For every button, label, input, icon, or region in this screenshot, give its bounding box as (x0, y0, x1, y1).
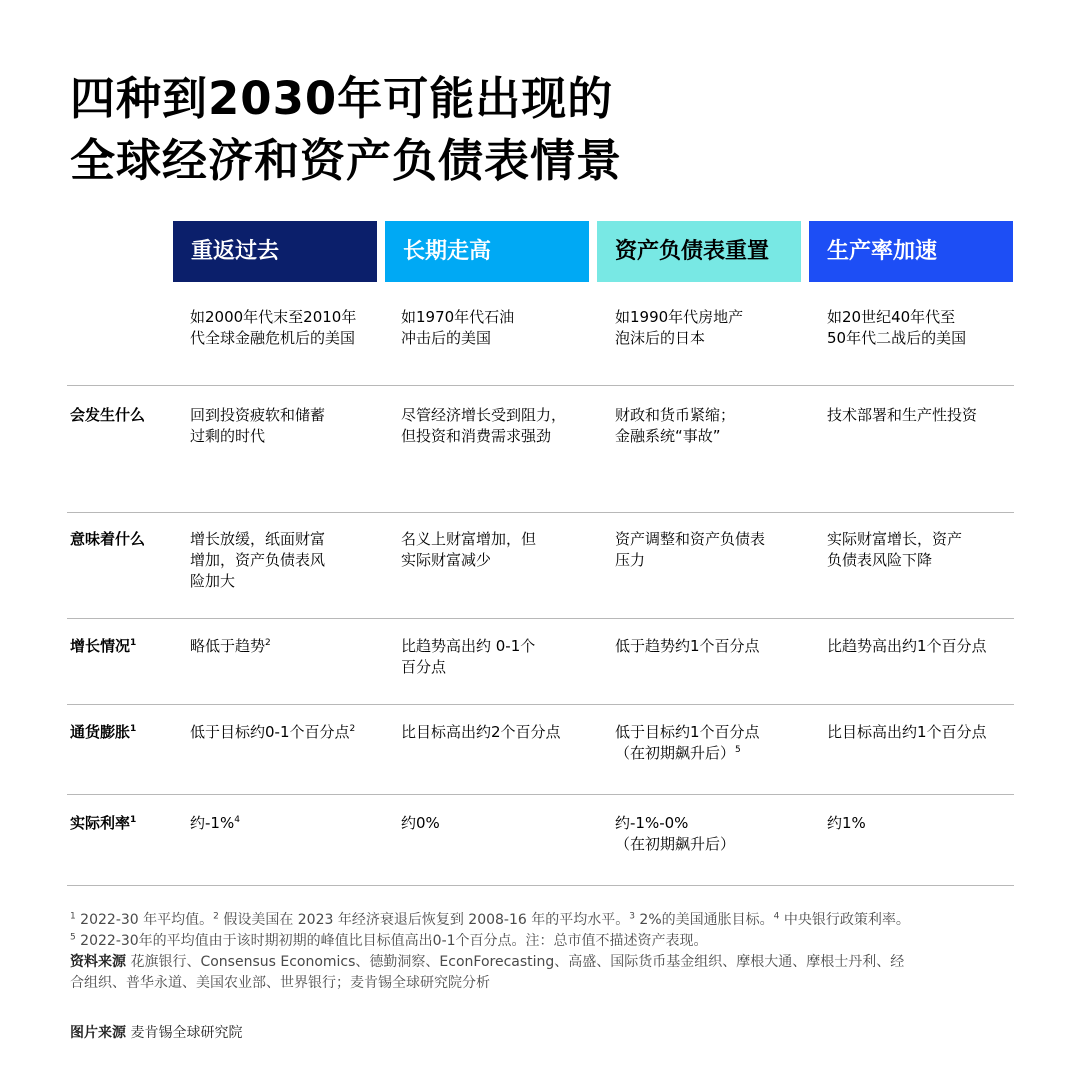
header-label: 重返过去 (191, 239, 280, 264)
row-divider (67, 385, 1014, 386)
header-label: 资产负债表重置 (615, 239, 770, 264)
image-credit: 图片来源 麦肯锡全球研究院 (70, 1025, 243, 1041)
means-cell-1: 增长放缓，纸面财富 增加，资产负债表风 险加大 (190, 530, 326, 590)
rate-cell-4: 约1% (827, 814, 866, 832)
source-line-2: 合组织、普华永道、美国农业部、世界银行；麦肯锡全球研究院分析 (70, 975, 490, 991)
header-higher-for-longer (385, 221, 589, 282)
row-label-inflation: 通货膨胀$^1$ (70, 723, 137, 741)
happens-cell-4: 技术部署和生产性投资 (827, 406, 978, 424)
footnote-line-2: $^5$ 2022-30年的平均值由于该时期初期的峰值比目标值高出0-1个百分点。注：总市值不描述资产表现。 (70, 932, 708, 949)
footnotes (70, 910, 1010, 994)
means-cell-2: 名义上财富增加，但 实际财富减少 (401, 530, 537, 569)
happens-cell-1: 回到投资疲软和储蓄 过剩的时代 (190, 406, 326, 445)
rate-cell-1: 约-1%$^4$ (190, 814, 240, 832)
row-divider (67, 704, 1014, 705)
row-label-what-happens: 会发生什么 (70, 406, 146, 424)
inflation-cell-1: 低于目标约0-1个百分点$^2$ (190, 723, 356, 741)
row-label-growth: 增长情况$^1$ (70, 637, 137, 655)
inflation-cell-2: 比目标高出约2个百分点 (401, 723, 561, 741)
source-line-1: 资料来源 花旗银行、Consensus Economics、德勤洞察、EconForecasting、高盛、国际货币基金组织、摩根大通、摩根士丹利、经 (70, 954, 905, 970)
rate-cell-2: 约0% (401, 814, 440, 832)
page-title (70, 68, 622, 192)
inflation-cell-3: 低于目标约1个百分点 （在初期飙升后）$^5$ (615, 723, 760, 762)
footnote-line-1: $^1$ 2022-30 年平均值。$^2$ 假设美国在 2023 年经济衰退后恢复到 2008-16 年的平均水平。$^3$ 2%的美国通胀目标。$^4$ 中央银行政策利率。 (70, 911, 910, 928)
header-productivity-acceleration (809, 221, 1013, 282)
growth-cell-2: 比趋势高出约 0-1个 百分点 (401, 637, 536, 676)
rate-cell-3: 约-1%-0% （在初期飙升后） (615, 814, 736, 853)
row-divider (67, 618, 1014, 619)
row-label-what-it-means: 意味着什么 (70, 530, 146, 548)
happens-cell-3: 财政和货币紧缩； 金融系统“事故” (615, 406, 736, 445)
growth-cell-1: 略低于趋势$^2$ (190, 637, 271, 655)
growth-cell-4: 比趋势高出约1个百分点 (827, 637, 987, 655)
row-label-real-interest-rate: 实际利率$^1$ (70, 814, 137, 832)
means-cell-4: 实际财富增长，资产 负债表风险下降 (827, 530, 963, 569)
example-cell-4: 如20世纪40年代至 50年代二战后的美国 (827, 308, 967, 347)
means-cell-3: 资产调整和资产负债表 压力 (615, 530, 766, 569)
example-cell-1: 如2000年代末至2010年 代全球金融危机后的美国 (190, 308, 357, 347)
header-label: 生产率加速 (827, 239, 938, 264)
example-cell-3: 如1990年代房地产 泡沫后的日本 (615, 308, 744, 347)
header-back-to-the-past (173, 221, 377, 282)
happens-cell-2: 尽管经济增长受到阻力， 但投资和消费需求强劲 (401, 406, 567, 445)
title-line-2: 全球经济和资产负债表情景 (70, 134, 623, 187)
example-cell-2: 如1970年代石油 冲击后的美国 (401, 308, 515, 347)
row-divider (67, 885, 1014, 886)
title-line-1: 四种到2030年可能出现的 (70, 72, 614, 125)
inflation-cell-4: 比目标高出约1个百分点 (827, 723, 987, 741)
row-divider (67, 512, 1014, 513)
row-divider (67, 794, 1014, 795)
header-balance-sheet-reset (597, 221, 801, 282)
header-label: 长期走高 (403, 239, 492, 264)
growth-cell-3: 低于趋势约1个百分点 (615, 637, 760, 655)
